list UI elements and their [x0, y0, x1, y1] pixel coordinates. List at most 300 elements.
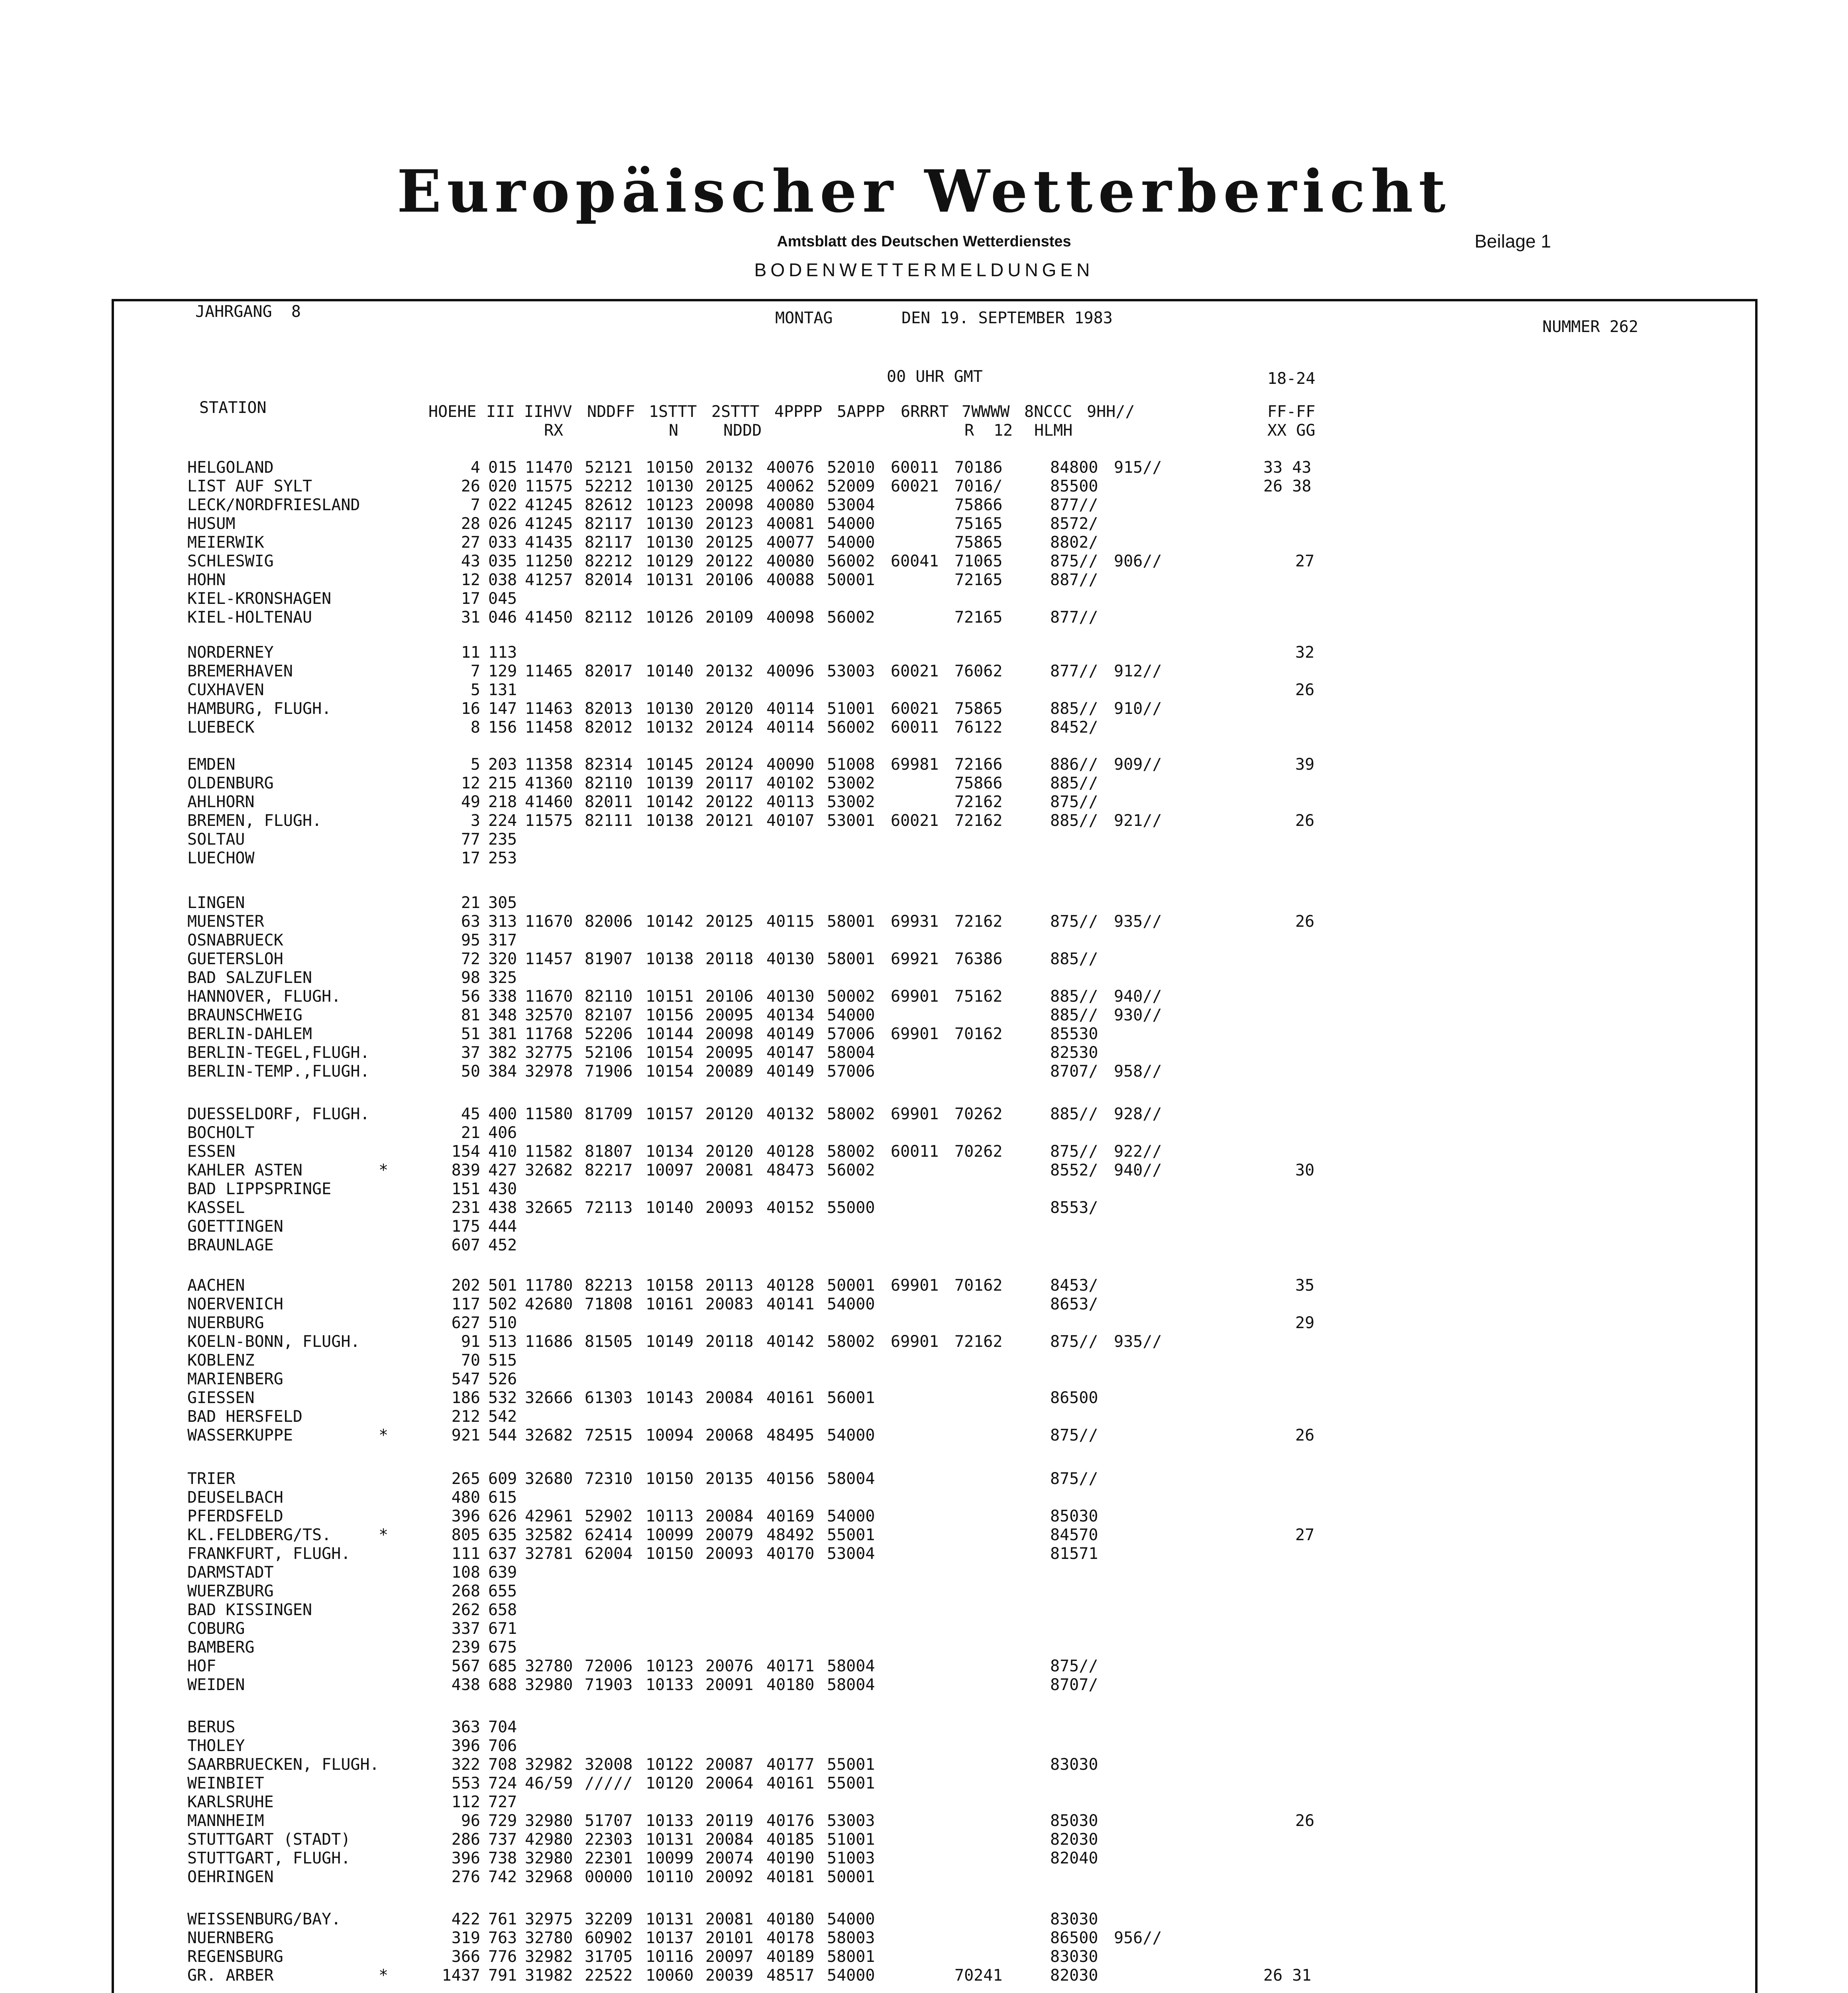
obs-group: 70186 [954, 458, 1003, 477]
obs-group: 82110 [585, 987, 633, 1006]
obs-group: 40107 [766, 812, 815, 830]
obs-group: 81505 [585, 1333, 633, 1351]
obs-group: 887// [1050, 571, 1098, 589]
wind-gust: 35 [1295, 1276, 1315, 1295]
obs-group: 10140 [646, 1199, 694, 1217]
table-row [0, 1638, 1848, 1657]
obs-group: 886// [1050, 755, 1098, 774]
station-height: 175 [451, 1217, 480, 1236]
obs-group: 60021 [891, 700, 939, 718]
obs-group: 55000 [827, 1199, 875, 1217]
station-height: 112 [451, 1793, 480, 1811]
obs-group: 72006 [585, 1657, 633, 1675]
obs-group: 52121 [585, 458, 633, 477]
obs-group: 32982 [525, 1948, 573, 1966]
obs-group: 875// [1050, 1142, 1098, 1161]
obs-group: 10138 [646, 812, 694, 830]
station-index: 218 [488, 793, 517, 811]
table-row [0, 1812, 1848, 1830]
station-name: GR. ARBER [187, 1966, 274, 1985]
obs-group: 58002 [827, 1333, 875, 1351]
obs-group: 20101 [705, 1929, 754, 1947]
obs-group: 85500 [1050, 477, 1098, 495]
obs-group: 20109 [705, 608, 754, 627]
obs-group: 11465 [525, 662, 573, 680]
obs-group: 82013 [585, 700, 633, 718]
obs-group: 58002 [827, 1105, 875, 1123]
station-name: MEIERWIK [187, 533, 264, 552]
wind-gust: 26 [1295, 1426, 1315, 1445]
table-row [0, 1526, 1848, 1545]
obs-group: 69901 [891, 1333, 939, 1351]
station-index: 113 [488, 643, 517, 662]
obs-group: 40180 [766, 1910, 815, 1928]
obs-group: 72162 [954, 912, 1003, 931]
station-name: SCHLESWIG [187, 552, 274, 570]
obs-group: 52009 [827, 477, 875, 495]
obs-group: 20119 [705, 1812, 754, 1830]
obs-group: 7016/ [954, 477, 1003, 495]
station-index: 452 [488, 1236, 517, 1254]
obs-group: 20113 [705, 1276, 754, 1295]
obs-group: 10126 [646, 608, 694, 627]
obs-group: 52902 [585, 1507, 633, 1525]
obs-group: 32008 [585, 1755, 633, 1774]
obs-group: 41257 [525, 571, 573, 589]
table-row [0, 912, 1848, 931]
station-height: 3 [470, 812, 480, 830]
station-height: 43 [461, 552, 480, 570]
table-row [0, 1755, 1848, 1774]
obs-group: 10131 [646, 1910, 694, 1928]
table-row [0, 1470, 1848, 1488]
wind-gust: 33 43 [1263, 458, 1312, 477]
station-height: 91 [461, 1333, 480, 1351]
obs-group: 10134 [646, 1142, 694, 1161]
obs-group: 8453/ [1050, 1276, 1098, 1295]
wind-gust: 29 [1295, 1314, 1315, 1332]
obs-group: 40178 [766, 1929, 815, 1947]
station-index: 313 [488, 912, 517, 931]
station-index: 763 [488, 1929, 517, 1947]
obs-group: 42680 [525, 1295, 573, 1313]
obs-group: 40090 [766, 755, 815, 774]
obs-group: 20084 [705, 1389, 754, 1407]
station-name: GUETERSLOH [187, 950, 283, 968]
table-row [0, 1966, 1848, 1985]
obs-group: 85030 [1050, 1507, 1098, 1525]
obs-group: 40132 [766, 1105, 815, 1123]
station-name: TRIER [187, 1470, 236, 1488]
obs-group: 62414 [585, 1526, 633, 1544]
station-name: WEISSENBURG/BAY. [187, 1910, 341, 1928]
obs-group: 928// [1114, 1105, 1162, 1123]
station-index: 542 [488, 1407, 517, 1426]
obs-group: 32968 [525, 1868, 573, 1886]
obs-group: 20120 [705, 1142, 754, 1161]
obs-group: 10150 [646, 1470, 694, 1488]
obs-group: 82011 [585, 793, 633, 811]
obs-group: 10133 [646, 1812, 694, 1830]
obs-group: 940// [1114, 987, 1162, 1006]
obs-group: 40156 [766, 1470, 815, 1488]
obs-group: 10099 [646, 1849, 694, 1867]
obs-group: 75865 [954, 700, 1003, 718]
station-index: 035 [488, 552, 517, 570]
station-name: BRAUNSCHWEIG [187, 1006, 302, 1024]
station-index: 724 [488, 1774, 517, 1793]
obs-group: 82217 [585, 1161, 633, 1179]
obs-group: 71906 [585, 1062, 633, 1081]
obs-group: 32982 [525, 1755, 573, 1774]
station-index: 406 [488, 1124, 517, 1142]
obs-group: 32682 [525, 1426, 573, 1445]
obs-group: 82612 [585, 496, 633, 514]
obs-group: 935// [1114, 1333, 1162, 1351]
obs-group: 910// [1114, 700, 1162, 718]
station-name: GIESSEN [187, 1389, 255, 1407]
obs-group: 56002 [827, 1161, 875, 1179]
obs-group: 40080 [766, 552, 815, 570]
obs-group: 60011 [891, 1142, 939, 1161]
station-name: LUEBECK [187, 718, 255, 737]
obs-group: 40102 [766, 774, 815, 792]
station-height: 37 [461, 1044, 480, 1062]
station-height: 231 [451, 1199, 480, 1217]
station-height: 186 [451, 1389, 480, 1407]
station-height: 7 [470, 496, 480, 514]
wind-gust: 26 [1295, 681, 1315, 699]
table-row [0, 969, 1848, 987]
table-row [0, 755, 1848, 774]
obs-group: 11686 [525, 1333, 573, 1351]
obs-group: 51008 [827, 755, 875, 774]
obs-group: 53001 [827, 812, 875, 830]
obs-group: 60041 [891, 552, 939, 570]
obs-group: 20135 [705, 1470, 754, 1488]
table-row [0, 1295, 1848, 1314]
table-row [0, 590, 1848, 608]
station-height: 567 [451, 1657, 480, 1675]
page-title: Europäischer Wetterbericht [397, 157, 1451, 226]
table-row [0, 1044, 1848, 1062]
obs-group: 22301 [585, 1849, 633, 1867]
wind-gust: 39 [1295, 755, 1315, 774]
station-index: 253 [488, 849, 517, 867]
obs-group: 40190 [766, 1849, 815, 1867]
jahrgang-label: JAHRGANG 8 [195, 303, 301, 321]
table-row [0, 1062, 1848, 1081]
station-index: 513 [488, 1333, 517, 1351]
col-c8: 5APPP [837, 403, 885, 421]
obs-group: 10157 [646, 1105, 694, 1123]
obs-group: 11768 [525, 1025, 573, 1043]
obs-group: 20093 [705, 1199, 754, 1217]
obs-group: 8553/ [1050, 1199, 1098, 1217]
obs-group: 50002 [827, 987, 875, 1006]
station-index: 742 [488, 1868, 517, 1886]
obs-group: 40149 [766, 1025, 815, 1043]
obs-group: 69901 [891, 1025, 939, 1043]
obs-group: 50001 [827, 1276, 875, 1295]
obs-group: 53003 [827, 1812, 875, 1830]
table-row [0, 1124, 1848, 1142]
obs-group: 10129 [646, 552, 694, 570]
obs-group: 20079 [705, 1526, 754, 1544]
obs-group: 877// [1050, 608, 1098, 627]
station-index: 655 [488, 1582, 517, 1600]
wind-gust: 27 [1295, 552, 1315, 570]
obs-group: 10133 [646, 1676, 694, 1694]
section-title: BODENWETTERMELDUNGEN [754, 259, 1094, 280]
station-name: BERLIN-TEGEL,FLUGH. [187, 1044, 370, 1062]
station-height: 70 [461, 1351, 480, 1370]
station-name: WASSERKUPPE [187, 1426, 293, 1445]
station-name: AHLHORN [187, 793, 255, 811]
col-c3: IIHVV RX [524, 403, 572, 440]
obs-group: 56001 [827, 1389, 875, 1407]
obs-group: 40177 [766, 1755, 815, 1774]
table-row [0, 849, 1848, 868]
station-index: 791 [488, 1966, 517, 1985]
obs-group: 71065 [954, 552, 1003, 570]
station-name: ESSEN [187, 1142, 236, 1161]
obs-group: 10156 [646, 1006, 694, 1024]
obs-group: 58001 [827, 950, 875, 968]
table-row [0, 774, 1848, 793]
station-index: 338 [488, 987, 517, 1006]
obs-group: 877// [1050, 662, 1098, 680]
obs-group: 56002 [827, 552, 875, 570]
station-index: 400 [488, 1105, 517, 1123]
station-index: 444 [488, 1217, 517, 1236]
beilage-label: Beilage 1 [1475, 231, 1551, 252]
obs-group: 40115 [766, 912, 815, 931]
obs-group: 40170 [766, 1545, 815, 1563]
obs-group: 70262 [954, 1105, 1003, 1123]
obs-group: 52010 [827, 458, 875, 477]
page-subtitle: Amtsblatt des Deutschen Wetterdienstes [777, 233, 1071, 250]
obs-group: 20095 [705, 1044, 754, 1062]
obs-group: 20039 [705, 1966, 754, 1985]
obs-group: 52106 [585, 1044, 633, 1062]
station-index: 706 [488, 1737, 517, 1755]
station-name: LIST AUF SYLT [187, 477, 312, 495]
obs-group: 10151 [646, 987, 694, 1006]
obs-group: 82030 [1050, 1830, 1098, 1849]
obs-group: 20076 [705, 1657, 754, 1675]
station-name: KIEL-HOLTENAU [187, 608, 312, 627]
table-row [0, 1333, 1848, 1351]
obs-group: 10154 [646, 1044, 694, 1062]
obs-group: 81571 [1050, 1545, 1098, 1563]
obs-group: 58003 [827, 1929, 875, 1947]
station-name: BERUS [187, 1718, 236, 1736]
table-row [0, 718, 1848, 737]
obs-group: 58001 [827, 912, 875, 931]
obs-group: 54000 [827, 1910, 875, 1928]
obs-group: 32781 [525, 1545, 573, 1563]
obs-group: 70241 [954, 1966, 1003, 1985]
station-name: BAMBERG [187, 1638, 255, 1657]
table-row [0, 894, 1848, 912]
station-index: 544 [488, 1426, 517, 1445]
obs-group: 906// [1114, 552, 1162, 570]
obs-group: 40171 [766, 1657, 815, 1675]
obs-group: 8707/ [1050, 1676, 1098, 1694]
station-name: BAD SALZUFLEN [187, 969, 312, 987]
station-index: 526 [488, 1370, 517, 1388]
obs-group: 81907 [585, 950, 633, 968]
obs-group: 20118 [705, 1333, 754, 1351]
table-row [0, 830, 1848, 849]
station-index: 046 [488, 608, 517, 627]
obs-group: 10139 [646, 774, 694, 792]
obs-group: 8707/ [1050, 1062, 1098, 1081]
station-name: BAD HERSFELD [187, 1407, 302, 1426]
obs-group: 20124 [705, 755, 754, 774]
obs-group: 10143 [646, 1389, 694, 1407]
obs-group: 875// [1050, 1426, 1098, 1445]
obs-group: 40114 [766, 700, 815, 718]
wind-gust: 26 [1295, 1812, 1315, 1830]
obs-group: 921// [1114, 812, 1162, 830]
obs-group: 40130 [766, 987, 815, 1006]
table-row [0, 608, 1848, 627]
table-row [0, 1545, 1848, 1563]
obs-group: 51707 [585, 1812, 633, 1830]
station-index: 626 [488, 1507, 517, 1525]
station-name: WEINBIET [187, 1774, 264, 1793]
station-index: 438 [488, 1199, 517, 1217]
obs-group: 32665 [525, 1199, 573, 1217]
obs-group: 72166 [954, 755, 1003, 774]
obs-group: 20122 [705, 793, 754, 811]
mountain-station-mark: * [379, 1526, 389, 1544]
obs-group: 10132 [646, 718, 694, 737]
station-height: 363 [451, 1718, 480, 1736]
obs-group: 55001 [827, 1526, 875, 1544]
obs-group: 56002 [827, 718, 875, 737]
obs-group: 32775 [525, 1044, 573, 1062]
table-row [0, 643, 1848, 662]
obs-group: 20120 [705, 1105, 754, 1123]
station-height: 154 [451, 1142, 480, 1161]
obs-group: 935// [1114, 912, 1162, 931]
wind-gust: 32 [1295, 643, 1315, 662]
obs-group: 8452/ [1050, 718, 1098, 737]
obs-group: 40180 [766, 1676, 815, 1694]
obs-group: 41435 [525, 533, 573, 552]
obs-group: 10154 [646, 1062, 694, 1081]
station-name: BERLIN-DAHLEM [187, 1025, 312, 1043]
station-height: 98 [461, 969, 480, 987]
obs-group: 11582 [525, 1142, 573, 1161]
obs-group: 55001 [827, 1774, 875, 1793]
obs-group: 909// [1114, 755, 1162, 774]
obs-group: 51003 [827, 1849, 875, 1867]
station-name: PFERDSFELD [187, 1507, 283, 1525]
station-name: KASSEL [187, 1199, 245, 1217]
station-name: STUTTGART, FLUGH. [187, 1849, 351, 1867]
obs-group: 10130 [646, 533, 694, 552]
obs-group: 10123 [646, 496, 694, 514]
table-row [0, 496, 1848, 515]
col-c5: 1STTT N [649, 403, 697, 440]
obs-group: 69921 [891, 950, 939, 968]
obs-group: 20084 [705, 1507, 754, 1525]
obs-group: 20068 [705, 1426, 754, 1445]
obs-group: 20093 [705, 1545, 754, 1563]
obs-group: 70262 [954, 1142, 1003, 1161]
obs-group: 75866 [954, 774, 1003, 792]
station-index: 038 [488, 571, 517, 589]
obs-group: 10094 [646, 1426, 694, 1445]
station-name: THOLEY [187, 1737, 245, 1755]
obs-group: 72310 [585, 1470, 633, 1488]
obs-group: 40147 [766, 1044, 815, 1062]
mountain-station-mark: * [379, 1426, 389, 1445]
station-name: NOERVENICH [187, 1295, 283, 1313]
obs-group: 20092 [705, 1868, 754, 1886]
table-row [0, 458, 1848, 477]
obs-group: 885// [1050, 1006, 1098, 1024]
obs-group: 885// [1050, 774, 1098, 792]
table-row [0, 1407, 1848, 1426]
table-row [0, 533, 1848, 552]
obs-group: 20132 [705, 662, 754, 680]
obs-group: 40149 [766, 1062, 815, 1081]
obs-group: 41245 [525, 496, 573, 514]
obs-group: 56002 [827, 608, 875, 627]
station-index: 635 [488, 1526, 517, 1544]
obs-group: 72165 [954, 571, 1003, 589]
station-index: 737 [488, 1830, 517, 1849]
obs-group: 72162 [954, 812, 1003, 830]
obs-group: 10149 [646, 1333, 694, 1351]
table-row [0, 950, 1848, 969]
obs-group: 20106 [705, 571, 754, 589]
obs-group: 69901 [891, 1276, 939, 1295]
obs-group: 885// [1050, 700, 1098, 718]
station-index: 708 [488, 1755, 517, 1774]
station-index: 675 [488, 1638, 517, 1657]
obs-group: 69931 [891, 912, 939, 931]
obs-group: 69981 [891, 755, 939, 774]
obs-group: 32780 [525, 1657, 573, 1675]
station-name: COBURG [187, 1620, 245, 1638]
obs-group: 32980 [525, 1849, 573, 1867]
obs-group: 20125 [705, 477, 754, 495]
station-name: HOHN [187, 571, 226, 589]
obs-group: 40062 [766, 477, 815, 495]
obs-group: 20097 [705, 1948, 754, 1966]
obs-group: 69901 [891, 1105, 939, 1123]
obs-group: 10130 [646, 477, 694, 495]
station-height: 262 [451, 1601, 480, 1619]
wind-gust: 30 [1295, 1161, 1315, 1179]
station-name: OSNABRUECK [187, 931, 283, 949]
station-height: 7 [470, 662, 480, 680]
station-height: 77 [461, 830, 480, 849]
obs-group: 52212 [585, 477, 633, 495]
table-row [0, 1793, 1848, 1812]
obs-group: 10131 [646, 1830, 694, 1849]
obs-group: 11457 [525, 950, 573, 968]
obs-group: 32980 [525, 1676, 573, 1694]
table-row [0, 1507, 1848, 1526]
obs-group: 40076 [766, 458, 815, 477]
